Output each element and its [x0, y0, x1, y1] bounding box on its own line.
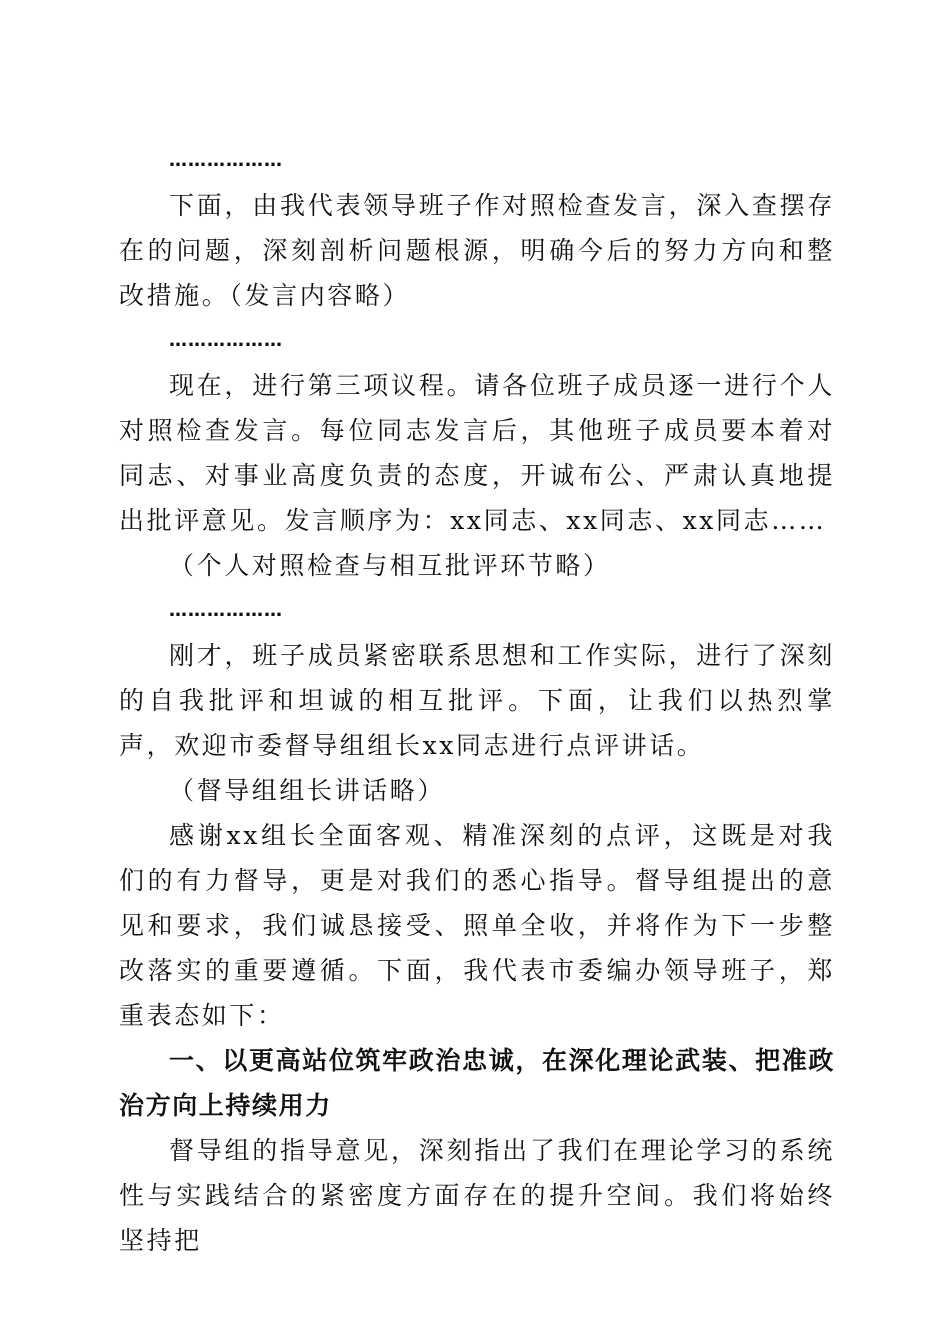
paragraph-thanks: 感谢xx组长全面客观、精准深刻的点评，这既是对我们的有力督导，更是对我们的悉心指导。督导组提出的意见和要求，我们诚恳接受、照单全收，并将作为下一步整改落实的重要遵循。下面，我代表市委编办领导班子，郑重表态如下：: [119, 821, 835, 1030]
ellipsis-separator-text: ………………: [169, 600, 283, 621]
paragraph-self-review-speech: 下面，由我代表领导班子作对照检查发言，深入查摆存在的问题，深刻剖析问题根源，明确今后的努力方向和整改措施。（发言内容略）: [119, 191, 835, 310]
paragraph-criticism-omitted: （个人对照检查与相互批评环节略）: [169, 551, 611, 580]
paragraph-supervisor-speech-omitted: （督导组组长讲话略）: [169, 776, 446, 805]
section-heading-1: 一、以更高站位筑牢政治忠诚，在深化理论武装、把准政治方向上持续用力: [119, 1046, 835, 1120]
ellipsis-separator: [119, 318, 835, 363]
document-body: [119, 138, 835, 1263]
ellipsis-separator: [119, 138, 835, 183]
paragraph-third-agenda: 现在，进行第三项议程。请各位班子成员逐一进行个人对照检查发言。每位同志发言后，其他班子成员要本着对同志、对事业高度负责的态度，开诚布公、严肃认真地提出批评意见。发言顺序为：xx同志、xx同志、xx同志……: [119, 371, 835, 535]
ellipsis-separator-text: ………………: [169, 330, 283, 351]
paragraph-supervision-opinion: 督导组的指导意见，深刻指出了我们在理论学习的系统性与实践结合的紧密度方面存在的提升空间。我们将始终坚持把: [119, 1136, 835, 1255]
ellipsis-separator-text: ………………: [169, 150, 283, 171]
paragraph-invite-supervisor: 刚才，班子成员紧密联系思想和工作实际，进行了深刻的自我批评和坦诚的相互批评。下面，让我们以热烈掌声，欢迎市委督导组组长xx同志进行点评讲话。: [119, 641, 835, 760]
ellipsis-separator: [119, 588, 835, 633]
